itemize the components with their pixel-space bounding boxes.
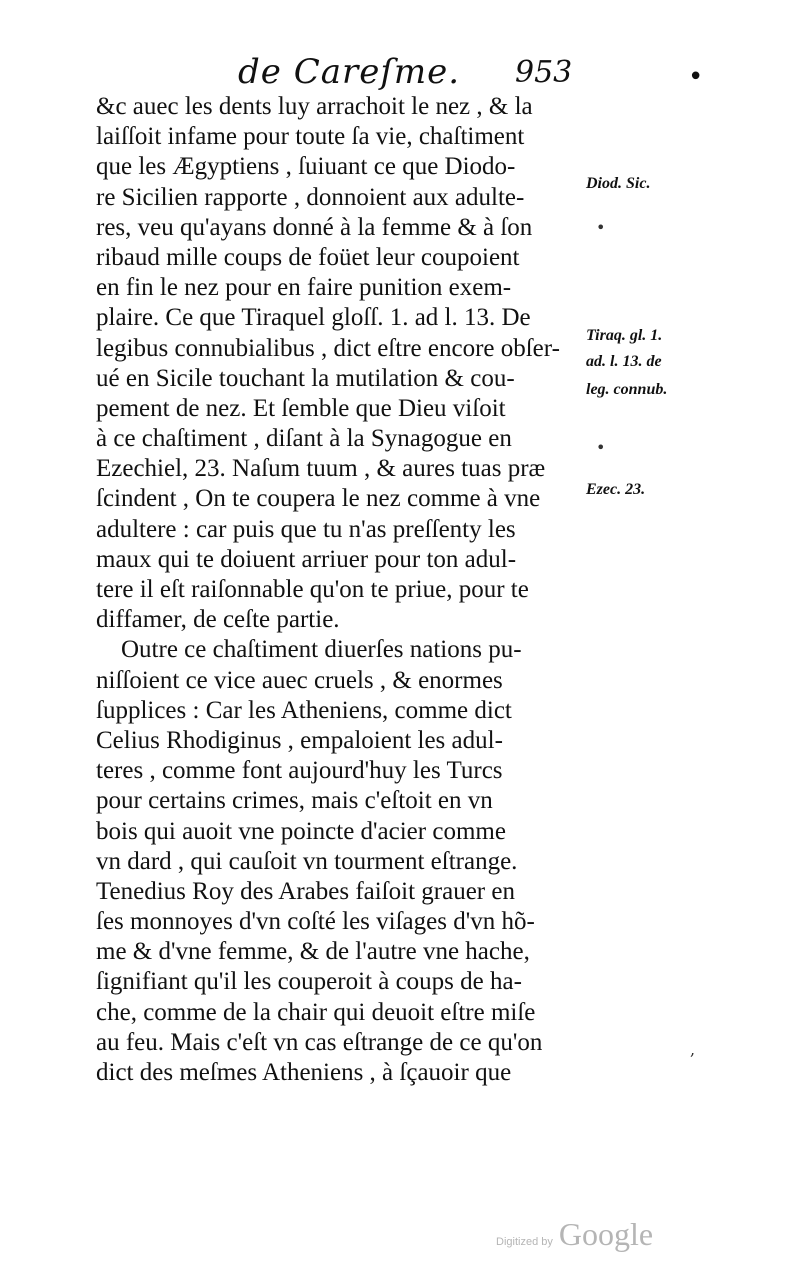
body-line: ſcindent , On te coupera le nez comme à vne: [96, 485, 541, 513]
body-line: ſes monnoyes d'vn coſté les viſages d'vn hõ-: [96, 908, 535, 936]
paragraph-start-line: Outre ce chaſtiment diuerſes nations pu-: [121, 636, 522, 664]
body-line: Tenedius Roy des Arabes faiſoit grauer en: [96, 877, 515, 905]
body-line: ſignifiant qu'il les couperoit à coups de ha-: [96, 968, 522, 996]
margin-note-diodorus: Diod. Sic.: [586, 175, 651, 192]
body-line: me & d'vne femme, & de l'autre vne hache,: [96, 938, 530, 966]
stray-mark: •: [596, 438, 606, 457]
body-line: che, comme de la chair qui deuoit eſtre miſe: [96, 998, 536, 1026]
watermark-prefix: Digitized by: [496, 1236, 553, 1248]
body-line: pement de nez. Et ſemble que Dieu viſoit: [96, 394, 506, 422]
stray-mark: •: [596, 218, 606, 237]
margin-note-tiraquel: Tiraq. gl. 1.: [586, 327, 663, 344]
margin-note-tiraquel-source: leg. connub.: [586, 381, 668, 398]
body-line: Ezechiel, 23. Naſum tuum , & aures tuas præ: [96, 455, 546, 483]
header-stray-mark: •: [688, 62, 704, 92]
body-line: diffamer, de ceſte partie.: [96, 606, 340, 634]
body-line: à ce chaſtiment , diſant à la Synagogue en: [96, 425, 512, 453]
body-line: ribaud mille coups de foüet leur coupoient: [96, 243, 520, 271]
body-line: bois qui auoit vne poincte d'acier comme: [96, 817, 506, 845]
body-line: &c auec les dents luy arrachoit le nez , & la: [96, 93, 533, 120]
body-text: [96, 92, 596, 1088]
body-line: laiſſoit infame pour toute ſa vie, chaſtiment: [96, 123, 525, 151]
digitized-watermark: [496, 1216, 653, 1253]
body-line: Celius Rhodiginus , empaloient les adul-: [96, 726, 503, 754]
page-number: 953: [515, 55, 573, 90]
body-line: ſupplices : Car les Atheniens, comme dict: [96, 696, 512, 724]
body-line: maux qui te doiuent arriuer pour ton adul-: [96, 545, 517, 573]
body-line: tere il eſt raiſonnable qu'on te priue, pour te: [96, 576, 529, 603]
body-line: teres , comme font aujourd'huy les Turcs: [96, 757, 503, 785]
body-line: niſſoient ce vice auec cruels , & enormes: [96, 666, 503, 694]
running-header: de Careſme.: [238, 52, 461, 92]
body-line: re Sicilien rapporte , donnoient aux adulte-: [96, 183, 525, 211]
body-line: dict des meſmes Atheniens , à ſçauoir que: [96, 1059, 512, 1086]
stray-mark: ,: [690, 1040, 696, 1059]
body-line: plaire. Ce que Tiraquel gloſſ. 1. ad l. 13. De: [96, 304, 531, 332]
body-line: en fin le nez pour en faire punition exem-: [96, 274, 512, 302]
body-line: au feu. Mais c'eſt vn cas eſtrange de ce qu'on: [96, 1028, 543, 1056]
body-line: que les Ægyptiens , ſuiuant ce que Diodo-: [96, 153, 516, 181]
google-logo: Google: [558, 1216, 654, 1252]
body-line: legibus connubialibus , dict eſtre encore obſer-: [96, 334, 560, 362]
body-line: adultere : car puis que tu n'as preſſenty les: [96, 515, 516, 543]
body-line: vn dard , qui cauſoit vn tourment eſtrange.: [96, 847, 518, 875]
body-line: ué en Sicile touchant la mutilation & cou-: [96, 364, 515, 392]
body-line: res, veu qu'ayans donné à la femme & à ſon: [96, 213, 533, 241]
body-line: pour certains crimes, mais c'eſtoit en vn: [96, 787, 493, 815]
margin-note-tiraquel-ref: ad. l. 13. de: [586, 353, 662, 370]
margin-note-ezechiel: Ezec. 23.: [586, 481, 646, 498]
